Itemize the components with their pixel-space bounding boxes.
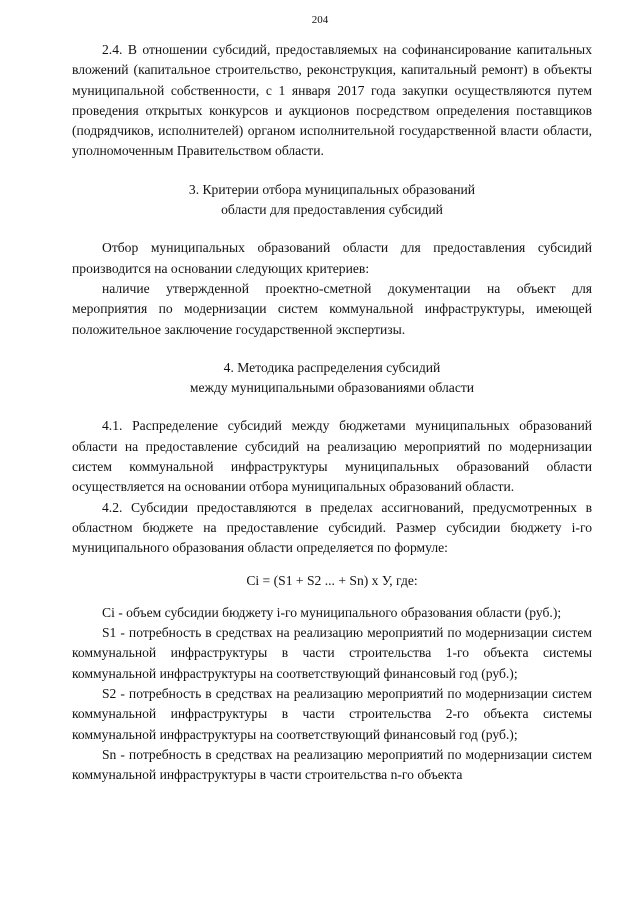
paragraph-2-4: 2.4. В отношении субсидий, предоставляемых на софинансирование капитальных вложений (капитальное строительство, реконструкция, капитальный ремонт) в объекты муниципальной собственности, с 1 января 2017 года закупки осуществляются путем проведения открытых конкурсов и аукционов посредством определения поставщиков (подрядчиков, исполнителей) органом исполнительной государственной власти области, уполномоченным Правительством области. [72,42,592,159]
section-3-title-line-1: 3. Критерии отбора муниципальных образований [188,181,476,197]
section-4-title-line-2: между муниципальными образованиями области [189,380,475,396]
definition-s1: S1 - потребность в средствах на реализацию мероприятий по модернизации систем коммунальной инфраструктуры в части строительства 1-го объекта системы коммунальной инфраструктуры на соответствующий финансовый год (руб.); [72,625,592,681]
section-4-heading [72,358,592,399]
page-number: 204 [311,14,329,26]
paragraph-4-2: 4.2. Субсидии предоставляются в пределах ассигнований, предусмотренных в областном бюджете на предоставление субсидий. Размер субсидии бюджету i-го муниципального образования области определяется по формуле: [72,499,592,556]
section-4-title-line-1: 4. Методика распределения субсидий [223,359,441,375]
section-3-heading [72,180,592,221]
definition-sn: Sn - потребность в средствах на реализацию мероприятий по модернизации систем коммунальной инфраструктуры в части строительства n-го объекта [72,746,592,783]
definition-s2: S2 - потребность в средствах на реализацию мероприятий по модернизации систем коммунальной инфраструктуры в части строительства 2-го объекта системы коммунальной инфраструктуры на соответствующий финансовый год (руб.); [72,686,592,742]
subsidy-formula: Ci = (S1 + S2 ... + Sn) х У, где: [246,572,418,588]
section-3-title-line-2: области для предоставления субсидий [221,202,443,218]
document-page [72,40,592,786]
section-3-paragraph-1: Отбор муниципальных образований области для предоставления субсидий производится на основании следующих критериев: [72,240,592,276]
paragraph-4-1: 4.1. Распределение субсидий между бюджетами муниципальных образований области на предоставление субсидий на реализацию мероприятий по модернизации систем коммунальной инфраструктуры муниципальных образований области осуществляется на основании отбора муниципальных образований области. [72,418,592,495]
definition-ci: Ci - объем субсидии бюджету i-го муниципального образования области (руб.); [102,604,562,620]
section-3-paragraph-2: наличие утвержденной проектно-сметной документации на объект для мероприятия по модернизации систем коммунальной инфраструктуры, имеющей положительное заключение государственной экспертизы. [72,280,592,337]
